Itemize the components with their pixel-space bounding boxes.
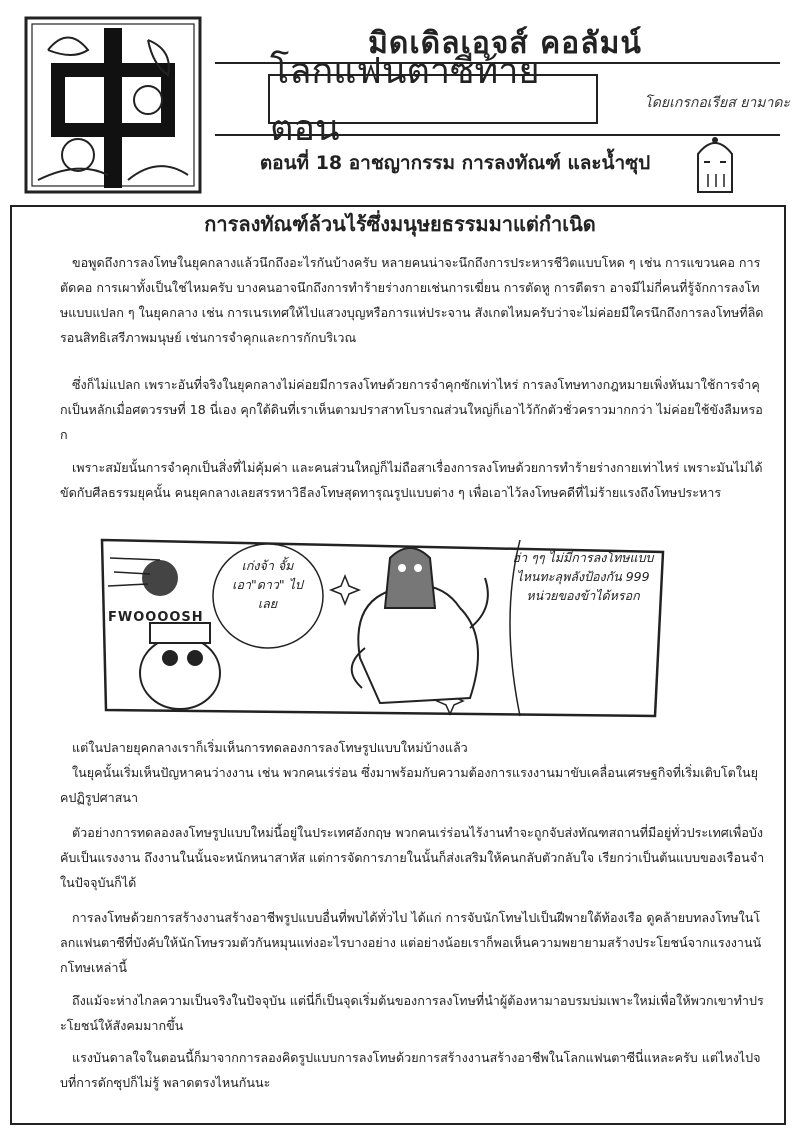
paragraph-5: ในยุคนั้นเริ่มเห็นปัญหาคนว่างงาน เช่น พวกคนเร่ร่อน ซึ่งมาพร้อมกับความต้องการแรงงานมาขับเคลื่อนเศรษฐกิจที่เริ่มเติบโตในยุคปฏิรูปศาสนา [60,765,758,805]
paragraph-6: ตัวอย่างการทดลองลงโทษรูปแบบใหม่นี้อยู่ในประเทศอังกฤษ พวกคนเร่ร่อนไร้งานทำจะถูกจับส่งทัณฑสถานที่มีอยู่ทั่วประเทศเพื่อบังคับเป็นแรงงาน ถึงงานในนั้นจะหนักหนาสาหัส แต่การจัดการภายในนั้นก็ส่งเสริมให้คนกลับตัวกลับใจ เรียกว่าเป็นต้นแบบของเรือนจำในปัจจุบันก็ได้ [60,825,765,890]
episode-title: ตอนที่ 18 อาชญากรรม การลงทัณฑ์ และน้ำซุป [259,152,651,174]
comic-sfx: FWOOOOSH [108,610,204,625]
section-title: การลงทัณฑ์ล้วนไร้ซึ่งมนุษยธรรมมาแต่กำเนิด [204,212,596,236]
column-subtitle: โลกแฟนตาซีท้ายตอน [268,74,598,124]
column-title: มิดเดิลเอจส์ คอลัมน์ [368,26,642,61]
paragraph-8: ถึงแม้จะห่างไกลความเป็นจริงในปัจจุบัน แต่นี่ก็เป็นจุดเริ่มต้นของการลงโทษที่นำผู้ต้องหามาอบรมบ่มเพาะใหม่เพื่อให้พวกเขาทำประโยชน์ให้สังคมมากขึ้น [60,993,764,1033]
paragraph-2: ซึ่งก็ไม่แปลก เพราะอันที่จริงในยุคกลางไม่ค่อยมีการลงโทษด้วยการจำคุกซักเท่าไหร่ การลงโทษทางกฎหมายเพิ่งหันมาใช้การจำคุกเป็นหลักเมื่อศตวรรษที่ 18 นี่เอง คุกใต้ดินที่เราเห็นตามปราสาทโบราณส่วนใหญ่ก็เอาไว้กักตัวชั่วคราวมากกว่า ไม่ค่อยใช้ขังลืมหรอก [60,377,763,442]
author-byline: โดยเกรกอเรียส ยามาดะ [644,95,790,111]
comic-panel [100,538,665,718]
paragraph-3: เพราะสมัยนั้นการจำคุกเป็นสิ่งที่ไม่คุ้มค่า และคนส่วนใหญ่ก็ไม่ถือสาเรื่องการลงโทษด้วยการทำร้ายร่างกายเท่าไหร่ เพราะมันไม่ได้ขัดกับศีลธรรมยุคนั้น คนยุคกลางเลยสรรหาวิธีลงโทษสุดทารุณรูปแบบต่าง ๆ เพื่อเอาไว้ลงโทษคดีที่ไม่ร้ายแรงถึงโทษประหาร [60,460,763,500]
paragraph-1: ขอพูดถึงการลงโทษในยุคกลางแล้วนึกถึงอะไรกันบ้างครับ หลายคนน่าจะนึกถึงการประหารชีวิตแบบโหด ๆ เช่น การแขวนคอ การตัดคอ การเผาทั้งเป็นใช่ไหมครับ บางคนอาจนึกถึงการทำร้ายร่างกายเช่นการเฆี่ยน การตัดหู การตีตรา อาจมีไม่กี่คนที่รู้จักการลงโทษแบบแปลก ๆ ในยุคกลาง เช่น การเนรเทศให้ไปแสวงบุญหรือการแห่ประจาน สังเกตไหมครับว่าจะไม่ค่อยมีใครนึกถึงการลงโทษที่ลิดรอนสิทธิเสรีภาพมนุษย์ เช่นการจำคุกและการกักบริเวณ [60,255,764,345]
mascot-icon [690,132,740,194]
paragraph-9: แรงบันดาลใจในตอนนี้ก็มาจากการลองคิดรูปแบบการลงโทษด้วยการสร้างงานสร้างอาชีพในโลกแฟนตาซีนี่แหละครับ แต่ไหงไปจบที่การดักซุปก็ไม่รู้ พลาดตรงไหนกันนะ [60,1050,761,1090]
comic-bubble-left: เก่งจ้า จั้มเอา"ดาว" ไปเลย [232,558,303,611]
paragraph-4: แต่ในปลายยุคกลางเราก็เริ่มเห็นการทดลองการลงโทษรูปแบบใหม่บ้างแล้ว [72,740,468,755]
paragraph-7: การลงโทษด้วยการสร้างงานสร้างอาชีพรูปแบบอื่นที่พบได้ทั่วไป ได้แก่ การจับนักโทษไปเป็นฝีพายใต้ท้องเรือ ดูคล้ายบทลงโทษในโลกแฟนตาซีที่บังคับให้นักโทษรวมตัวกันหมุนแท่งอะไรบางอย่าง แต่อย่างน้อยเราก็พอเห็นความพยายามสร้างประโยชน์จากแรงงานนักโทษเหล่านี้ [60,910,762,975]
decorative-emblem-icon [18,10,208,200]
comic-bubble-right: ฮ่า ๆๆ ไม่มีการลงโทษแบบไหนทะลุพลังป้องกัน 999 หน่วยของข้าได้หรอก [512,550,654,603]
